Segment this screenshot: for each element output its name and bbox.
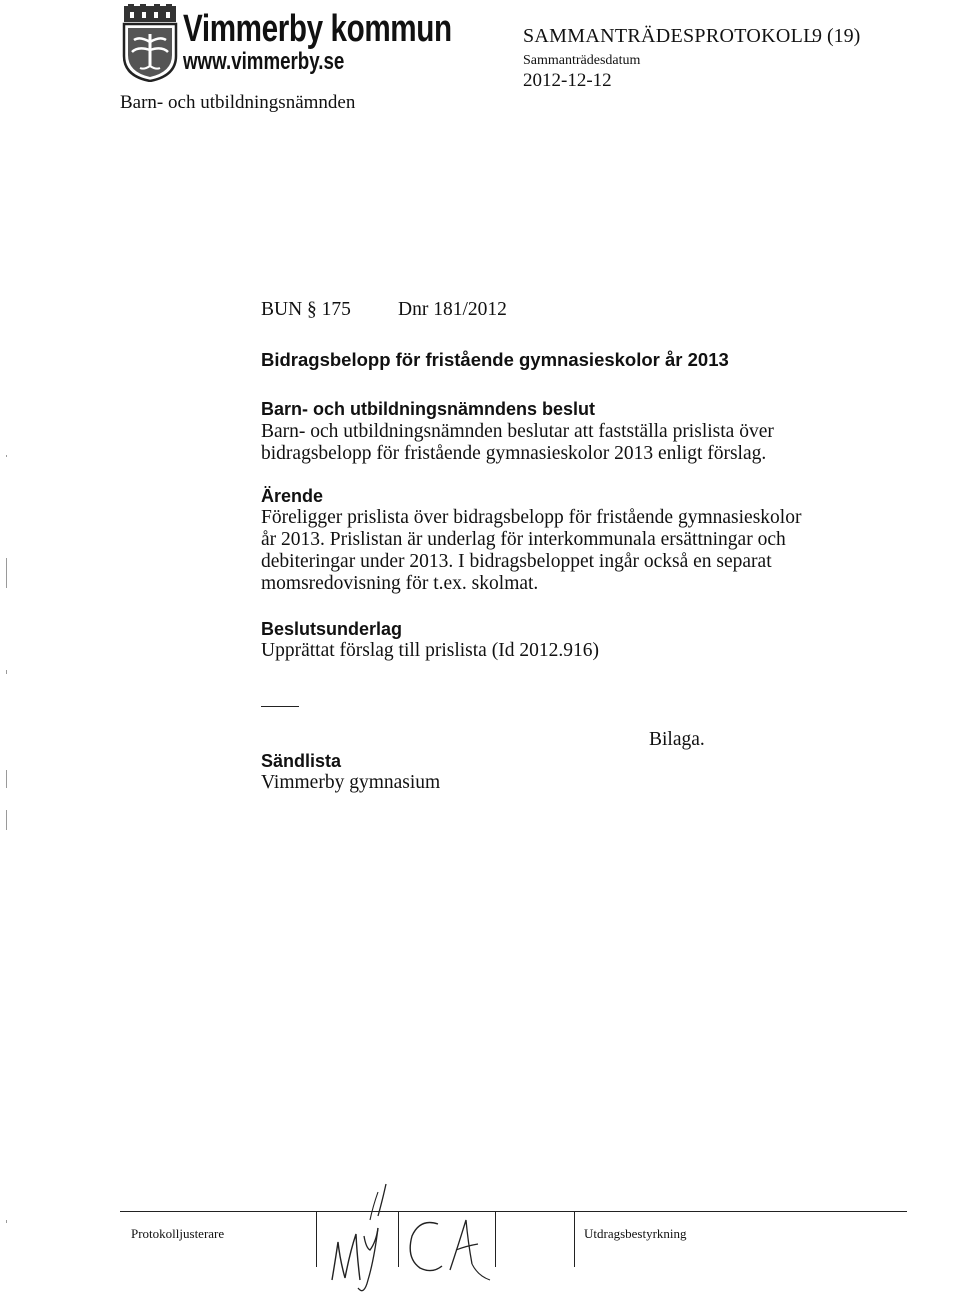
scan-speck <box>6 558 7 588</box>
separator-line <box>261 706 299 707</box>
item-title: Bidragsbelopp för fristående gymnasieskolor år 2013 <box>261 349 729 370</box>
matter-line: momsredovisning för t.ex. skolmat. <box>261 573 539 594</box>
matter-heading: Ärende <box>261 486 324 506</box>
decision-line: bidragsbelopp för fristående gymnasieskolor 2013 enligt förslag. <box>261 443 767 464</box>
meeting-date: 2012-12-12 <box>523 70 612 91</box>
distribution-heading: Sändlista <box>261 751 342 771</box>
coat-of-arms-logo <box>120 4 180 82</box>
attachment-note: Bilaga. <box>649 729 705 750</box>
footer-divider <box>574 1211 575 1267</box>
decision-line: Barn- och utbildningsnämnden beslutar att fastställa prislista över <box>261 421 774 442</box>
matter-line: Föreligger prislista över bidragsbelopp för fristående gymnasieskolor <box>261 507 802 528</box>
meeting-date-label: Sammanträdesdatum <box>523 53 641 68</box>
diary-number: Dnr 181/2012 <box>398 299 507 320</box>
signature-initials-2 <box>400 1206 496 1286</box>
matter-text <box>261 507 821 595</box>
department-name: Barn- och utbildningsnämnden <box>120 92 356 113</box>
page-number: 9 (19) <box>812 25 861 47</box>
paragraph-reference: BUN § 175 <box>261 299 351 320</box>
municipality-name: Vimmerby kommun <box>183 8 452 50</box>
distribution-recipient: Vimmerby gymnasium <box>261 772 441 793</box>
scan-speck <box>6 455 7 457</box>
extract-certification-label: Utdragsbestyrkning <box>584 1226 687 1241</box>
decision-basis-heading: Beslutsunderlag <box>261 619 403 639</box>
scan-speck <box>6 770 7 788</box>
matter-line: år 2013. Prislistan är underlag för interkommunala ersättningar och <box>261 529 786 550</box>
document-type: SAMMANTRÄDESPROTOKOLL <box>523 25 816 47</box>
matter-line: debiteringar under 2013. I bidragsbeloppet ingår också en separat <box>261 551 772 572</box>
scan-speck <box>6 810 7 830</box>
minutes-adjuster-label: Protokolljusterare <box>131 1226 225 1241</box>
signature-initials-1 <box>318 1176 400 1306</box>
footer-divider <box>316 1211 317 1267</box>
decision-heading: Barn- och utbildningsnämndens beslut <box>261 399 596 419</box>
municipality-website: www.vimmerby.se <box>183 48 345 75</box>
scan-speck <box>6 1220 7 1223</box>
decision-text <box>261 421 821 465</box>
footer-rule <box>120 1211 907 1212</box>
scan-speck <box>6 670 7 674</box>
decision-basis-text: Upprättat förslag till prislista (Id 2012.916) <box>261 640 599 661</box>
